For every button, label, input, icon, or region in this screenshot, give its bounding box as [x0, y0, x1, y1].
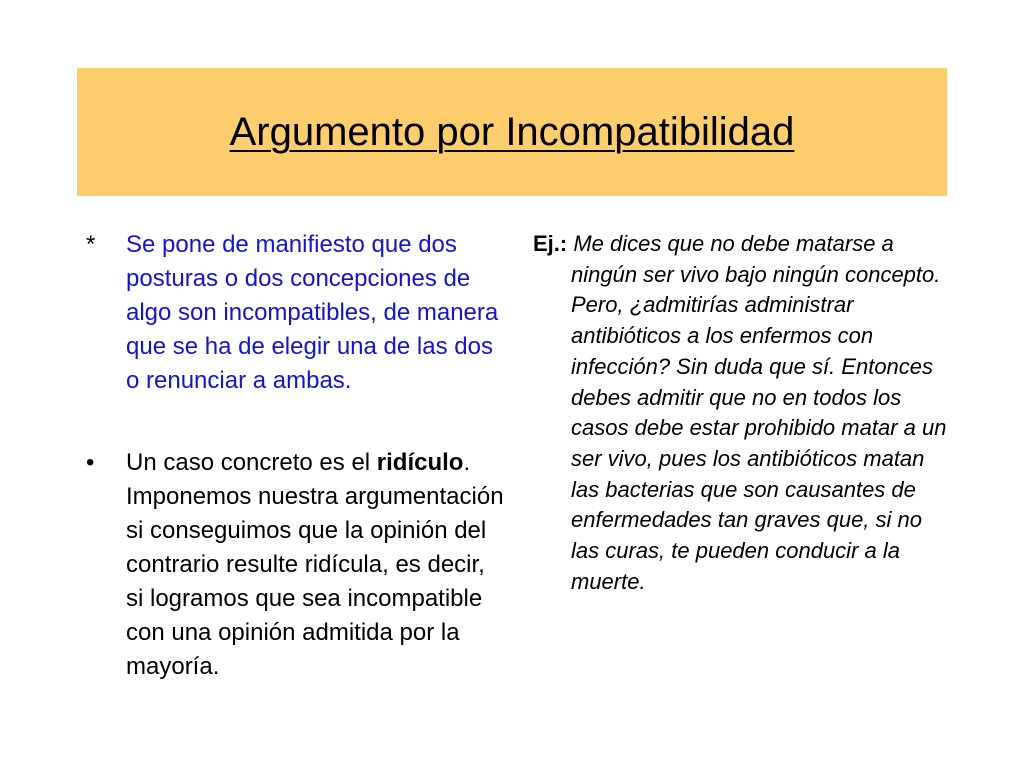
bullet-definition — [86, 228, 506, 398]
example-label: Ej.: — [533, 231, 568, 256]
asterisk-bullet-icon: * — [86, 231, 96, 258]
right-column — [533, 229, 953, 597]
title-banner — [77, 68, 947, 196]
bullet-ridiculo — [86, 446, 506, 684]
definition-text: Se pone de manifiesto que dos posturas o dos concepciones de algo son incompatibles, de manera que se ha de elegir una de las dos o renunciar a ambas. — [126, 231, 499, 394]
example-text: Me dices que no debe matarse a ningún ser vivo bajo ningún concepto. Pero, ¿admitirías administrar antibióticos a los enfermos con infección? Sin duda que sí. Entonces debes admitir que no en todos los casos debe estar prohibido matar a un ser vivo, pues los antibióticos matan las bacterias que son causantes de enfermedades tan graves que, si no las curas, te pueden conducir a la muerte. — [571, 231, 947, 594]
left-column — [86, 228, 506, 684]
slide-title: Argumento por Incompatibilidad — [229, 110, 795, 154]
dot-bullet-icon: • — [86, 449, 95, 476]
ridiculo-text-before: Un caso concreto es el — [126, 449, 377, 476]
example-block — [533, 229, 953, 597]
ridiculo-bold-term: ridículo — [376, 449, 464, 476]
ridiculo-text-after: . Imponemos nuestra argumentación si conseguimos que la opinión del contrario resulte ridícula, es decir, si logramos que sea incompatible con una opinión admitida por la mayoría. — [126, 449, 504, 680]
